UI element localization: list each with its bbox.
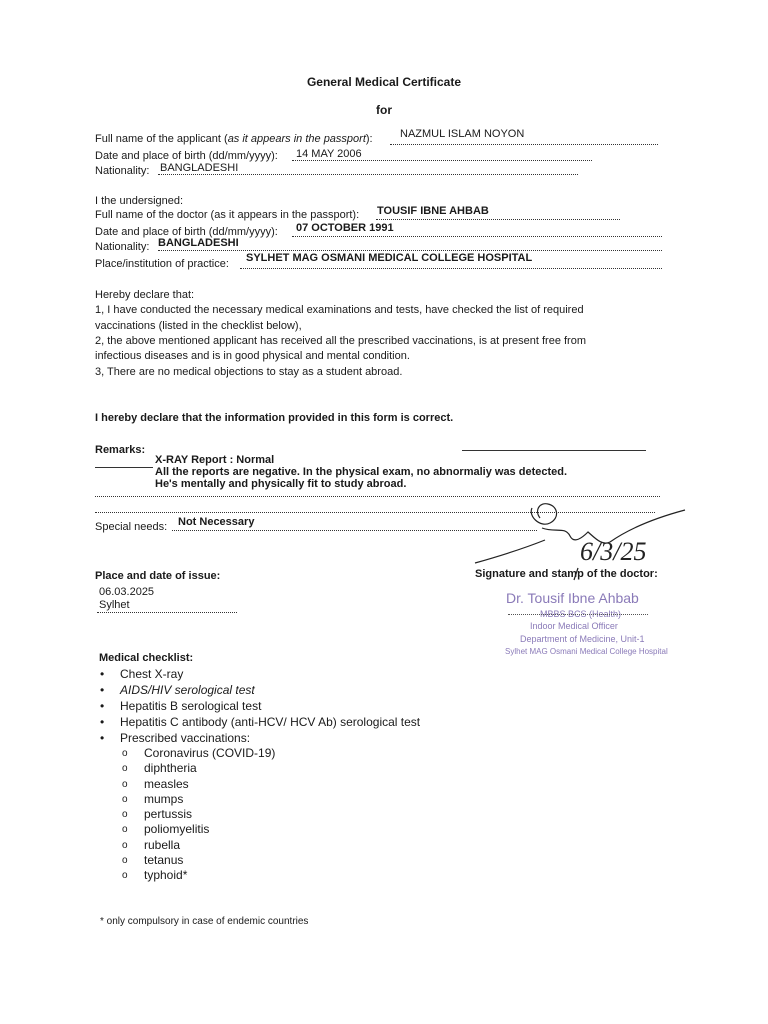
- doctor-practice-label: Place/institution of practice:: [95, 258, 229, 270]
- stamp-degree: MBBS BCS (Health): [540, 609, 622, 619]
- vaccination-item: o mumps: [122, 791, 184, 806]
- vaccination-list-container: [100, 746, 420, 884]
- doctor-intro: I the undersigned:: [95, 195, 184, 207]
- applicant-nationality-label: Nationality:: [95, 165, 150, 177]
- applicant-name-value: NAZMUL ISLAM NOYON: [400, 128, 525, 140]
- vaccination-item: o tetanus: [122, 853, 184, 868]
- doctor-nationality-line: [158, 250, 662, 251]
- signature-date: 6/3/25: [580, 537, 647, 566]
- declaration-line2a: 2, the above mentioned applicant has received all the prescribed vaccinations, is at present free from: [95, 335, 586, 347]
- doctor-dob-label: Date and place of birth (dd/mm/yyyy):: [95, 226, 278, 238]
- doctor-name-value: TOUSIF IBNE AHBAB: [377, 205, 489, 217]
- vaccination-item: o rubella: [122, 837, 181, 852]
- doctor-practice-value: SYLHET MAG OSMANI MEDICAL COLLEGE HOSPITAL: [246, 252, 533, 264]
- declaration-confirm: I hereby declare that the information provided in this form is correct.: [95, 412, 454, 424]
- applicant-nationality-line: [158, 174, 578, 175]
- doctor-signature: [470, 498, 695, 588]
- checklist-item: • Chest X-ray: [100, 667, 184, 681]
- vaccination-item: o typhoid*: [122, 868, 188, 883]
- doctor-practice-line: [240, 268, 662, 269]
- applicant-dob-value: 14 MAY 2006: [296, 148, 362, 160]
- doctor-name-label: Full name of the doctor (as it appears in the passport):: [95, 209, 360, 221]
- vaccination-item: o Coronavirus (COVID-19): [122, 746, 276, 760]
- doctor-dob-line: [292, 236, 662, 237]
- issue-label: Place and date of issue:: [95, 570, 221, 582]
- stamp-department: Department of Medicine, Unit-1: [520, 634, 645, 644]
- vaccination-item: o diphtheria: [122, 761, 197, 776]
- declaration-line1a: 1, I have conducted the necessary medical examinations and tests, have checked the list of required: [95, 304, 584, 316]
- stamp-title: Indoor Medical Officer: [530, 621, 618, 631]
- declaration-intro: Hereby declare that:: [95, 289, 195, 301]
- vaccination-item: o poliomyelitis: [122, 822, 210, 837]
- issue-line: [97, 612, 237, 613]
- footnote: * only compulsory in case of endemic countries: [100, 916, 309, 927]
- checklist-item: • Prescribed vaccinations:: [100, 731, 251, 745]
- remarks-line3: He's mentally and physically fit to study abroad.: [155, 478, 407, 490]
- checklist-item: • AIDS/HIV serological test: [100, 683, 255, 697]
- stamp-hospital: Sylhet MAG Osmani Medical College Hospital: [505, 647, 668, 656]
- remarks-line2: All the reports are negative. In the physical exam, no abnormaliy was detected.: [155, 466, 568, 478]
- doctor-nationality-value: BANGLADESHI: [158, 237, 239, 249]
- remarks-rule: [462, 450, 646, 451]
- page-title: General Medical Certificate: [306, 75, 462, 89]
- remarks-dotted-line-1: [95, 496, 660, 497]
- special-needs-label: Special needs:: [95, 521, 168, 533]
- page-subtitle: for: [376, 103, 392, 117]
- applicant-nationality-value: BANGLADESHI: [160, 162, 239, 174]
- issue-place: Sylhet: [99, 599, 130, 611]
- stamp-line: [508, 614, 648, 615]
- remarks-indent-rule: [95, 467, 153, 468]
- applicant-dob-label: Date and place of birth (dd/mm/yyyy):: [95, 150, 278, 162]
- doctor-name-line: [376, 219, 620, 220]
- declaration-line3: 3, There are no medical objections to stay as a student abroad.: [95, 366, 403, 378]
- doctor-dob-value: 07 OCTOBER 1991: [296, 222, 394, 234]
- checklist-label: Medical checklist:: [99, 652, 194, 664]
- remarks-label: Remarks:: [95, 444, 146, 456]
- checklist-item: • Hepatitis C antibody (anti-HCV/ HCV Ab) serological test: [100, 715, 421, 729]
- checklist: [100, 666, 420, 884]
- applicant-name-label: Full name of the applicant (as it appears in the passport):: [95, 133, 373, 145]
- applicant-name-line: [390, 144, 658, 145]
- vaccination-list: [100, 746, 420, 884]
- stamp-doctor-name: Dr. Tousif Ibne Ahbab: [506, 590, 639, 606]
- vaccination-item: o measles: [122, 776, 189, 791]
- vaccination-item: o pertussis: [122, 807, 193, 822]
- remarks-line1: X-RAY Report : Normal: [155, 454, 275, 466]
- declaration-line1b: vaccinations (listed in the checklist below),: [95, 320, 302, 332]
- applicant-dob-line: [292, 160, 592, 161]
- special-needs-value: Not Necessary: [178, 516, 255, 528]
- checklist-item: • Hepatitis B serological test: [100, 699, 262, 713]
- doctor-nationality-label: Nationality:: [95, 241, 150, 253]
- declaration-line2b: infectious diseases and is in good physical and mental condition.: [95, 350, 410, 362]
- signature-label: Signature and stamp of the doctor:: [475, 568, 658, 580]
- issue-date: 06.03.2025: [99, 586, 155, 598]
